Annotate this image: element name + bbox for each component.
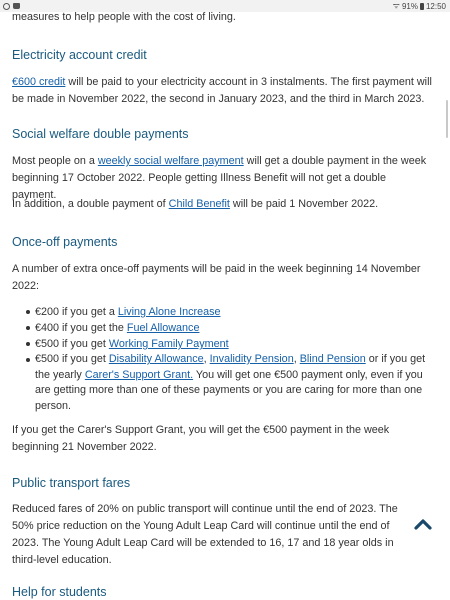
heading-once-off: Once-off payments	[12, 235, 118, 249]
living-alone-increase-link[interactable]: Living Alone Increase	[117, 306, 221, 318]
heading-social-welfare: Social welfare double payments	[12, 127, 189, 141]
electricity-credit-link[interactable]: €600 credit	[12, 76, 66, 88]
invalidity-pension-link[interactable]: Invalidity Pension	[209, 353, 294, 365]
sw-p1-pre: Most people on a	[12, 155, 98, 167]
sync-icon	[3, 3, 10, 10]
intro-tail: measures to help people with the cost of living.	[12, 11, 236, 23]
working-family-payment-link[interactable]: Working Family Payment	[108, 338, 229, 350]
back-to-top-icon[interactable]	[413, 517, 433, 531]
item-text: You will get one €500 payment only, even if you are getting more than one of these payments or you are caring for more than one person.	[35, 368, 423, 412]
item-text: €400 if you get the	[35, 322, 127, 334]
transport-text: Reduced fares of 20% on public transport will continue until the end of 2023. The 50% price reduction on the Young Adult Leap Card will continue until the end of 2023. The Young Adult Leap Card will be extended to 16, 17 and 18 year olds in third-level education.	[12, 503, 398, 566]
child-benefit-text	[12, 196, 432, 213]
once-off-list	[12, 304, 432, 414]
item-text: €200 if you get a	[35, 306, 118, 318]
list-item	[12, 352, 432, 414]
battery-percent: 91%	[401, 1, 418, 11]
once-off-intro: A number of extra once-off payments will be paid in the week beginning 14 November 2022:	[12, 263, 421, 292]
sw-p1-post: will get a double payment in the week beginning 17 October 2022. People getting Illness Benefit will not get a double payment.	[12, 155, 427, 201]
carers-support-grant-link[interactable]: Carer's Support Grant.	[84, 368, 194, 381]
heading-transport: Public transport fares	[12, 476, 131, 490]
wifi-icon: ᯤ	[392, 1, 400, 10]
separator: ,	[203, 353, 210, 365]
weekly-social-welfare-payment-link[interactable]: weekly social welfare payment	[97, 155, 244, 167]
sw-p2-pre: In addition, a double payment of	[12, 198, 169, 210]
separator: ,	[293, 353, 300, 365]
heading-students: Help for students	[12, 585, 107, 599]
list-item	[12, 320, 432, 336]
fuel-allowance-link[interactable]: Fuel Allowance	[126, 322, 200, 334]
blind-pension-link[interactable]: Blind Pension	[299, 353, 366, 365]
carers-note: If you get the Carer's Support Grant, you will get the €500 payment in the week beginning 21 November 2022.	[12, 424, 390, 453]
clock: 12:50	[425, 1, 446, 11]
list-item	[12, 304, 432, 320]
heading-electricity: Electricity account credit	[12, 48, 147, 62]
scrollbar[interactable]	[446, 100, 448, 138]
item-text: €500 if you get	[35, 338, 109, 350]
item-text: €500 if you get	[35, 353, 109, 365]
child-benefit-link[interactable]: Child Benefit	[168, 198, 230, 210]
sw-p2-post: will be paid 1 November 2022.	[229, 198, 379, 210]
electricity-text-body: will be paid to your electricity account in 3 instalments. The first payment will be made in November 2022, the second in January 2023, and the third in March 2023.	[12, 76, 432, 105]
item-text: or if you get the yearly	[35, 353, 426, 381]
electricity-text	[12, 74, 432, 108]
list-item	[12, 336, 432, 352]
disability-allowance-link[interactable]: Disability Allowance	[108, 353, 204, 365]
